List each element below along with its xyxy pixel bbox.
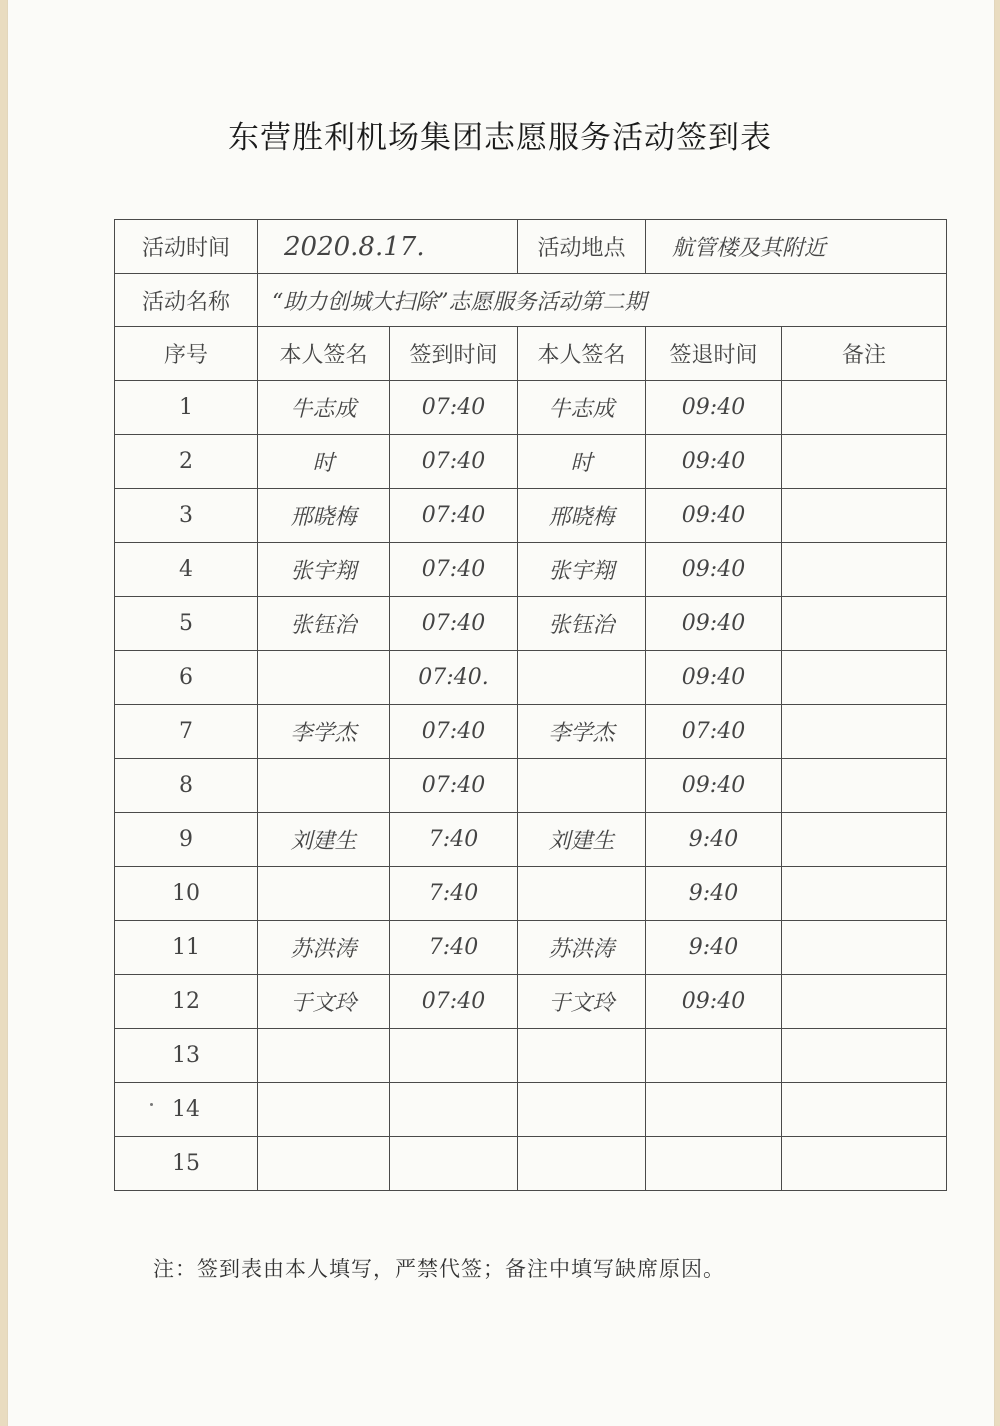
table-row [115, 597, 947, 651]
remark-cell [782, 1029, 947, 1083]
sign-out-time: 09:40 [646, 975, 782, 1029]
sign-in-time: 07:40. [390, 651, 518, 705]
activity-place-label: 活动地点 [518, 220, 646, 274]
table-row [115, 651, 947, 705]
table-row [115, 813, 947, 867]
row-number: 1 [115, 381, 258, 435]
sign-out-signature: 张钰治 [518, 597, 646, 651]
sign-in-signature [258, 1083, 390, 1137]
header-remark: 备注 [782, 327, 947, 381]
sign-in-signature [258, 759, 390, 813]
sign-in-signature: 张钰治 [258, 597, 390, 651]
sign-out-time: 9:40 [646, 813, 782, 867]
row-number: 5 [115, 597, 258, 651]
sign-in-time: 07:40 [390, 759, 518, 813]
sign-in-time: 07:40 [390, 381, 518, 435]
header-sign-in-time: 签到时间 [390, 327, 518, 381]
sign-out-time: 09:40 [646, 651, 782, 705]
sign-in-time: 07:40 [390, 705, 518, 759]
sign-in-signature: 苏洪涛 [258, 921, 390, 975]
page-title: 东营胜利机场集团志愿服务活动签到表 [228, 120, 772, 156]
row-number: 2 [115, 435, 258, 489]
remark-cell [782, 381, 947, 435]
table-row [115, 381, 947, 435]
sign-in-signature: 刘建生 [258, 813, 390, 867]
table-row [115, 975, 947, 1029]
remark-cell [782, 1083, 947, 1137]
sign-in-signature: 牛志成 [258, 381, 390, 435]
sign-out-signature: 李学杰 [518, 705, 646, 759]
sign-in-time: 07:40 [390, 975, 518, 1029]
sign-in-signature: 李学杰 [258, 705, 390, 759]
header-sign-out-time: 签退时间 [646, 327, 782, 381]
sign-out-signature: 邢晓梅 [518, 489, 646, 543]
remark-cell [782, 813, 947, 867]
remark-cell [782, 759, 947, 813]
sign-out-time: 09:40 [646, 381, 782, 435]
sign-out-signature: 时 [518, 435, 646, 489]
table-row [115, 705, 947, 759]
remark-cell [782, 597, 947, 651]
table-row [115, 759, 947, 813]
activity-time-label: 活动时间 [115, 220, 258, 274]
row-number: 4 [115, 543, 258, 597]
sign-out-time: 9:40 [646, 921, 782, 975]
table-row [115, 543, 947, 597]
sign-in-time: 07:40 [390, 435, 518, 489]
sign-in-signature [258, 651, 390, 705]
paper-speck [150, 1103, 153, 1106]
sign-in-table [114, 219, 947, 1191]
row-number: 10 [115, 867, 258, 921]
table-row [115, 489, 947, 543]
sign-in-time [390, 1029, 518, 1083]
info-row-name [115, 274, 947, 327]
activity-place-value: 航管楼及其附近 [646, 220, 947, 274]
sign-in-signature: 于文玲 [258, 975, 390, 1029]
remark-cell [782, 543, 947, 597]
sign-out-time: 07:40 [646, 705, 782, 759]
table-row [115, 867, 947, 921]
sign-in-time [390, 1083, 518, 1137]
row-number: 6 [115, 651, 258, 705]
row-number: 8 [115, 759, 258, 813]
sign-in-time: 7:40 [390, 921, 518, 975]
header-seq: 序号 [115, 327, 258, 381]
remark-cell [782, 1137, 947, 1191]
sign-out-signature: 于文玲 [518, 975, 646, 1029]
sign-out-time: 09:40 [646, 489, 782, 543]
sign-out-signature [518, 759, 646, 813]
sign-out-signature [518, 1083, 646, 1137]
remark-cell [782, 867, 947, 921]
sign-in-signature [258, 1029, 390, 1083]
row-number: 13 [115, 1029, 258, 1083]
row-number: 9 [115, 813, 258, 867]
remark-cell [782, 921, 947, 975]
sign-out-time: 09:40 [646, 759, 782, 813]
row-number: 12 [115, 975, 258, 1029]
activity-name-value: “助力创城大扫除”志愿服务活动第二期 [258, 274, 947, 327]
row-number: 3 [115, 489, 258, 543]
sign-out-signature [518, 1029, 646, 1083]
sign-out-time: 9:40 [646, 867, 782, 921]
header-sign-out-name: 本人签名 [518, 327, 646, 381]
sign-out-signature: 苏洪涛 [518, 921, 646, 975]
sign-out-signature: 牛志成 [518, 381, 646, 435]
remark-cell [782, 435, 947, 489]
sign-out-signature [518, 1137, 646, 1191]
remark-cell [782, 975, 947, 1029]
sign-in-time: 7:40 [390, 813, 518, 867]
sign-in-signature: 张宇翔 [258, 543, 390, 597]
sign-out-signature: 张宇翔 [518, 543, 646, 597]
sign-out-signature [518, 651, 646, 705]
table-row [115, 1083, 947, 1137]
table-row [115, 1029, 947, 1083]
sign-out-time: 09:40 [646, 543, 782, 597]
activity-name-label: 活动名称 [115, 274, 258, 327]
sign-out-time: 09:40 [646, 435, 782, 489]
sign-in-signature [258, 867, 390, 921]
footer-note: 注：签到表由本人填写，严禁代签；备注中填写缺席原因。 [153, 1257, 725, 1281]
row-number: 14 [115, 1083, 258, 1137]
info-row-time [115, 220, 947, 274]
remark-cell [782, 489, 947, 543]
sign-out-time [646, 1029, 782, 1083]
remark-cell [782, 705, 947, 759]
header-row [115, 327, 947, 381]
row-number: 15 [115, 1137, 258, 1191]
sign-in-signature: 时 [258, 435, 390, 489]
table-row [115, 921, 947, 975]
sign-in-time: 07:40 [390, 597, 518, 651]
row-number: 7 [115, 705, 258, 759]
table-row [115, 1137, 947, 1191]
sign-in-time: 07:40 [390, 543, 518, 597]
sign-out-signature [518, 867, 646, 921]
sign-out-time [646, 1083, 782, 1137]
sign-out-time [646, 1137, 782, 1191]
sign-in-time: 07:40 [390, 489, 518, 543]
sign-in-signature [258, 1137, 390, 1191]
activity-time-value: 2020.8.17. [258, 220, 518, 274]
sign-in-signature: 邢晓梅 [258, 489, 390, 543]
header-sign-in-name: 本人签名 [258, 327, 390, 381]
row-number: 11 [115, 921, 258, 975]
remark-cell [782, 651, 947, 705]
sign-in-time [390, 1137, 518, 1191]
sign-out-signature: 刘建生 [518, 813, 646, 867]
sign-out-time: 09:40 [646, 597, 782, 651]
table-row [115, 435, 947, 489]
sign-in-time: 7:40 [390, 867, 518, 921]
